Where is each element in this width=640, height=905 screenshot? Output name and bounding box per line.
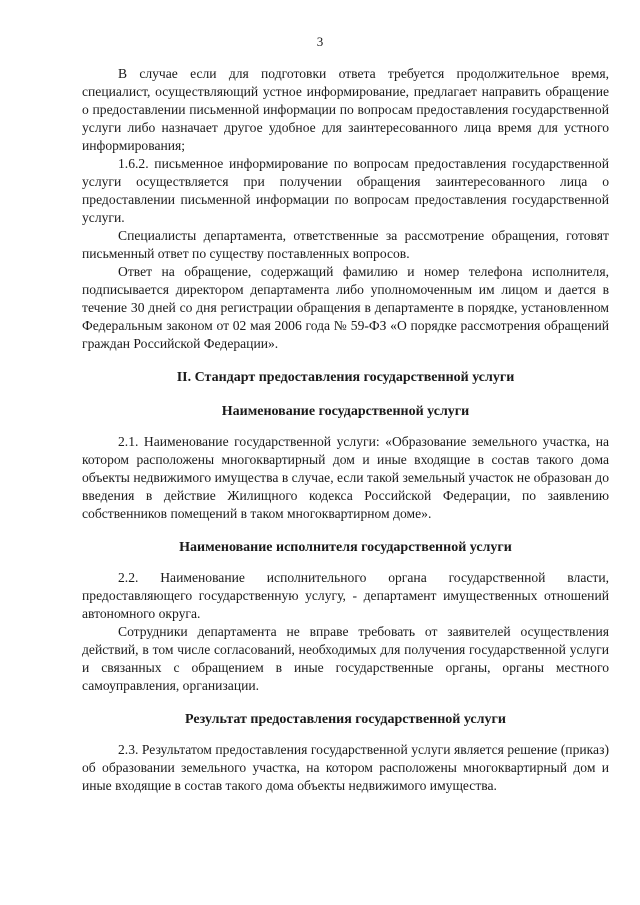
paragraph-answer-signing: Ответ на обращение, содержащий фамилию и номер телефона исполнителя, подписывается директором департамента либо уполномоченным им лицом и дается в течение 30 дней со дня регистрации обращения в департаменте в порядке, установленном Федеральным законом от 02 мая 2006 года № 59-ФЗ «О порядке рассмотрения обращений граждан Российской Федерации». (82, 264, 609, 351)
paragraph-specialists-answer: Специалисты департамента, ответственные за рассмотрение обращения, готовят письменный ответ по существу поставленных вопросов. (82, 228, 609, 261)
subheading-service-result: Результат предоставления государственной услуги (185, 712, 506, 727)
section-heading-standard: II. Стандарт предоставления государственной услуги (176, 370, 515, 385)
paragraph-2-2-provider-name: 2.2. Наименование исполнительного органа государственной власти, предоставляющего государственную услугу, - департамент имущественных отношений автономного округа. (82, 570, 609, 621)
paragraph-2-1-service-name: 2.1. Наименование государственной услуги: «Образование земельного участка, на котором расположены многоквартирный дом и иные входящие в состав такого дома объекты недвижимого имущества в случае, если такой земельный участок не образован до введения в действие Жилищного кодекса Российской Федерации, по заявлению собственников помещений в таком многоквартирном доме». (82, 434, 609, 521)
paragraph-2-3-result: 2.3. Результатом предоставления государственной услуги является решение (приказ) об образовании земельного участка, на котором расположены многоквартирный дом и иные входящие в состав такого дома объекты недвижимого имущества. (82, 742, 609, 793)
paragraph-written-info: 1.6.2. письменное информирование по вопросам предоставления государственной услуги осуществляется при получении обращения заинтересованного лица о предоставлении письменной информации по вопросам предоставления государственной услуги. (82, 156, 609, 225)
subheading-service-name: Наименование государственной услуги (221, 404, 470, 419)
page-number: 3 (316, 34, 324, 49)
subheading-service-provider: Наименование исполнителя государственной услуги (179, 540, 512, 555)
document-body (82, 65, 609, 795)
paragraph-oral-info-delay: В случае если для подготовки ответа требуется продолжительное время, специалист, осуществляющий устное информирование, предлагает направить обращение о предоставлении письменной информации по вопросам предоставления государственной услуги либо назначает другое удобное для заинтересованного лица время для устного информирования; (82, 66, 609, 153)
paragraph-staff-restrictions: Сотрудники департамента не вправе требовать от заявителей осуществления действий, в том числе согласований, необходимых для получения государственной услуги и связанных с обращением в иные государственные органы, органы местного самоуправления, организации. (82, 624, 609, 693)
